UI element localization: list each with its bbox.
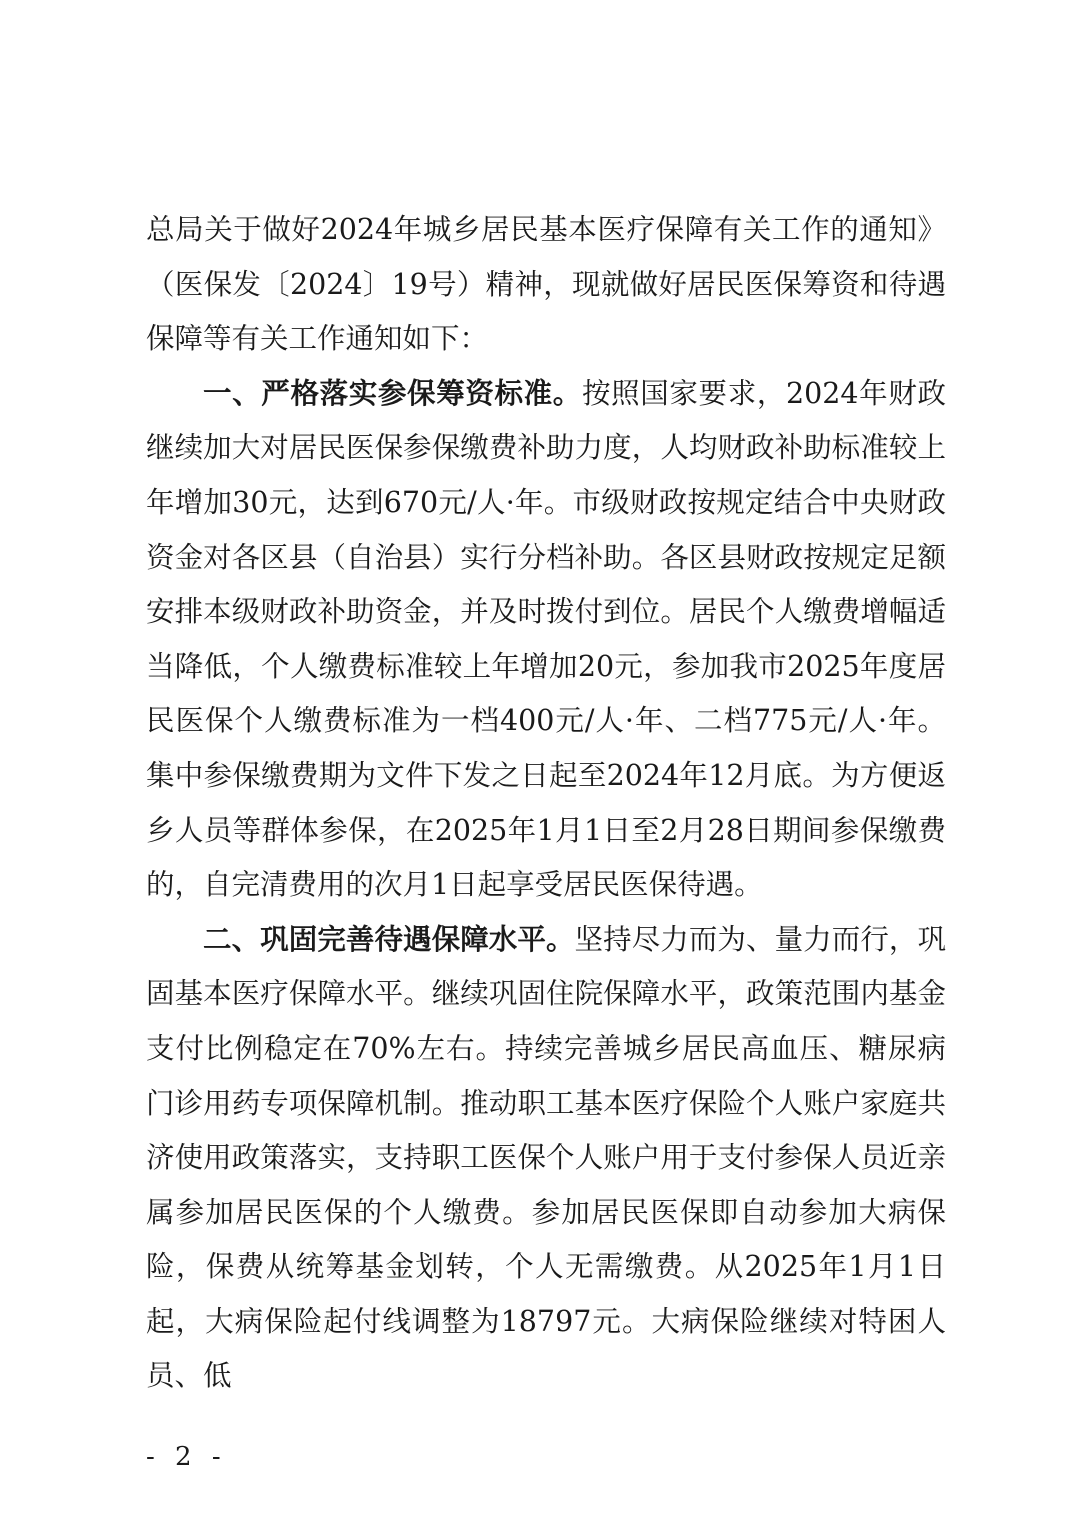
paragraph-section-2 xyxy=(146,913,946,1404)
body-text xyxy=(146,203,946,1404)
paragraph-intro-text: 总局关于做好2024年城乡居民基本医疗保障有关工作的通知》（医保发〔2024〕19号）精神，现就做好居民医保筹资和待遇保障等有关工作通知如下： xyxy=(146,213,946,356)
paragraph-section-1 xyxy=(146,367,946,913)
section-1-heading: 一、严格落实参保筹资标准。 xyxy=(203,376,582,410)
paragraph-intro xyxy=(146,203,946,367)
page-number: - 2 - xyxy=(146,1442,227,1472)
section-1-text: 按照国家要求，2024年财政继续加大对居民医保参保缴费补助力度，人均财政补助标准较上年增加30元，达到670元/人·年。市级财政按规定结合中央财政资金对各区县（自治县）实行分档补助。各区县财政按规定足额安排本级财政补助资金，并及时拨付到位。居民个人缴费增幅适当降低，个人缴费标准较上年增加20元，参加我市2025年度居民医保个人缴费标准为一档400元/人·年、二档775元/人·年。集中参保缴费期为文件下发之日起至2024年12月底。为方便返乡人员等群体参保，在2025年1月1日至2月28日期间参保缴费的，自完清费用的次月1日起享受居民医保待遇。 xyxy=(146,376,946,902)
section-2-text: 坚持尽力而为、量力而行，巩固基本医疗保障水平。继续巩固住院保障水平，政策范围内基金支付比例稳定在70%左右。持续完善城乡居民高血压、糖尿病门诊用药专项保障机制。推动职工基本医疗保险个人账户家庭共济使用政策落实，支持职工医保个人账户用于支付参保人员近亲属参加居民医保的个人缴费。参加居民医保即自动参加大病保险，保费从统筹基金划转，个人无需缴费。从2025年1月1日起，大病保险起付线调整为18797元。大病保险继续对特困人员、低 xyxy=(146,922,946,1393)
section-2-heading: 二、巩固完善待遇保障水平。 xyxy=(203,922,575,956)
